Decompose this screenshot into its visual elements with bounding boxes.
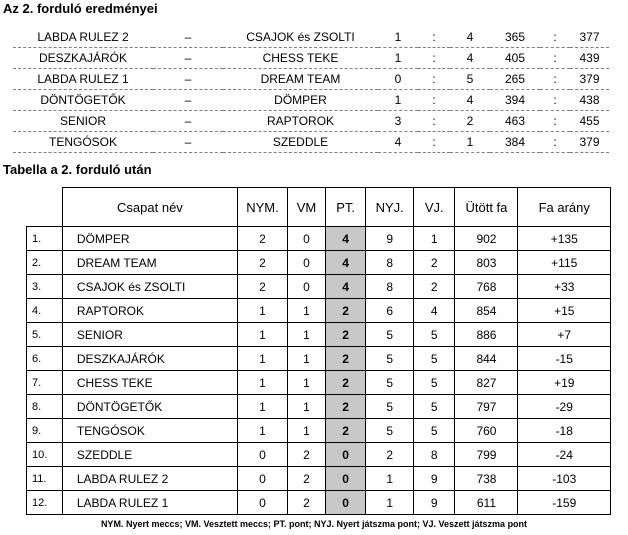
games-colon: : — [418, 48, 450, 69]
rank-cell: 2. — [27, 251, 63, 275]
vj-cell: 5 — [414, 347, 455, 371]
nym-cell: 2 — [237, 251, 287, 275]
team-name: DREAM TEAM — [62, 251, 237, 275]
team-name: SENIOR — [62, 323, 237, 347]
arany-cell: +15 — [518, 299, 611, 323]
rank-cell: 6. — [27, 347, 63, 371]
fa-cell: 803 — [455, 251, 518, 275]
nym-cell: 2 — [237, 275, 287, 299]
pt-cell: 4 — [326, 251, 366, 275]
home-team: SENIOR — [13, 111, 153, 132]
vm-cell: 1 — [287, 419, 325, 443]
vj-cell: 5 — [414, 419, 455, 443]
pins-colon: : — [540, 132, 570, 153]
home-games: 4 — [378, 132, 418, 153]
standings-row — [27, 467, 611, 491]
away-pins: 377 — [570, 27, 609, 48]
nyj-cell: 6 — [366, 299, 414, 323]
rank-cell: 7. — [27, 371, 63, 395]
team-name: CHESS TEKE — [62, 371, 237, 395]
team-name: RAPTOROK — [62, 299, 237, 323]
rank-cell: 5. — [27, 323, 63, 347]
vm-cell: 1 — [287, 299, 325, 323]
pt-cell: 2 — [326, 371, 366, 395]
nym-cell: 1 — [237, 323, 287, 347]
pins-colon: : — [540, 27, 570, 48]
vj-cell: 8 — [414, 443, 455, 467]
away-pins: 439 — [570, 48, 609, 69]
pt-cell: 0 — [326, 467, 366, 491]
standings-row — [27, 227, 611, 251]
home-pins: 365 — [490, 27, 540, 48]
standings-row — [27, 491, 611, 515]
result-row — [13, 27, 609, 48]
vm-cell: 1 — [287, 371, 325, 395]
nym-cell: 2 — [237, 227, 287, 251]
pt-cell: 0 — [326, 443, 366, 467]
results-heading: Az 2. forduló eredményei — [3, 1, 158, 16]
home-pins: 394 — [490, 90, 540, 111]
results-table — [13, 27, 609, 153]
vm-cell: 2 — [287, 467, 325, 491]
nyj-cell: 5 — [366, 347, 414, 371]
away-games: 1 — [450, 132, 490, 153]
vm-cell: 1 — [287, 347, 325, 371]
home-team: LABDA RULEZ 2 — [13, 27, 153, 48]
standings-row — [27, 299, 611, 323]
vm-cell: 1 — [287, 395, 325, 419]
nym-cell: 0 — [237, 491, 287, 515]
vj-cell: 4 — [414, 299, 455, 323]
rank-cell: 4. — [27, 299, 63, 323]
rank-cell: 12. — [27, 491, 63, 515]
pt-cell: 2 — [326, 395, 366, 419]
arany-cell: -24 — [518, 443, 611, 467]
away-pins: 455 — [570, 111, 609, 132]
vj-cell: 9 — [414, 491, 455, 515]
fa-cell: 738 — [455, 467, 518, 491]
home-games: 0 — [378, 69, 418, 90]
nyj-cell: 5 — [366, 419, 414, 443]
pins-colon: : — [540, 111, 570, 132]
team-name: CSAJOK és ZSOLTI — [62, 275, 237, 299]
vj-cell: 2 — [414, 275, 455, 299]
vm-cell: 0 — [287, 251, 325, 275]
arany-cell: +7 — [518, 323, 611, 347]
vm-cell: 2 — [287, 491, 325, 515]
home-pins: 463 — [490, 111, 540, 132]
standings-row — [27, 275, 611, 299]
team-name: DÖNTÖGETŐK — [62, 395, 237, 419]
away-team: CSAJOK és ZSOLTI — [223, 27, 378, 48]
nyj-cell: 8 — [366, 251, 414, 275]
home-games: 1 — [378, 48, 418, 69]
dash: – — [153, 48, 223, 69]
standings-table — [26, 187, 611, 515]
home-pins: 405 — [490, 48, 540, 69]
vj-cell: 5 — [414, 371, 455, 395]
home-pins: 384 — [490, 132, 540, 153]
dash: – — [153, 111, 223, 132]
games-colon: : — [418, 27, 450, 48]
arany-cell: -159 — [518, 491, 611, 515]
fa-cell: 797 — [455, 395, 518, 419]
nyj-cell: 9 — [366, 227, 414, 251]
dash: – — [153, 90, 223, 111]
nyj-cell: 5 — [366, 395, 414, 419]
rank-cell: 1. — [27, 227, 63, 251]
arany-cell: -15 — [518, 347, 611, 371]
pt-cell: 4 — [326, 227, 366, 251]
home-games: 3 — [378, 111, 418, 132]
away-pins: 379 — [570, 69, 609, 90]
away-team: SZEDDLE — [223, 132, 378, 153]
arany-cell: -18 — [518, 419, 611, 443]
col-arany-header: Fa arány — [518, 188, 611, 227]
standings-row — [27, 323, 611, 347]
away-games: 4 — [450, 90, 490, 111]
games-colon: : — [418, 111, 450, 132]
vj-cell: 2 — [414, 251, 455, 275]
col-vj-header: VJ. — [414, 188, 455, 227]
footnote: NYM. Nyert meccs; VM. Vesztett meccs; PT. pont; NYJ. Nyert játszma pont; VJ. Veszett játszma pont — [100, 519, 528, 529]
standings-row — [27, 395, 611, 419]
pt-cell: 2 — [326, 347, 366, 371]
away-team: DÖMPER — [223, 90, 378, 111]
fa-cell: 886 — [455, 323, 518, 347]
nyj-cell: 1 — [366, 467, 414, 491]
away-games: 4 — [450, 27, 490, 48]
fa-cell: 844 — [455, 347, 518, 371]
nyj-cell: 2 — [366, 443, 414, 467]
team-name: LABDA RULEZ 1 — [62, 491, 237, 515]
games-colon: : — [418, 90, 450, 111]
standings-row — [27, 443, 611, 467]
rank-cell: 9. — [27, 419, 63, 443]
result-row — [13, 111, 609, 132]
rank-cell: 10. — [27, 443, 63, 467]
away-pins: 438 — [570, 90, 609, 111]
fa-cell: 611 — [455, 491, 518, 515]
pt-cell: 4 — [326, 275, 366, 299]
rank-cell: 8. — [27, 395, 63, 419]
result-row — [13, 69, 609, 90]
away-games: 2 — [450, 111, 490, 132]
games-colon: : — [418, 132, 450, 153]
team-name: DÖMPER — [62, 227, 237, 251]
nym-cell: 0 — [237, 443, 287, 467]
col-pt-header: PT. — [326, 188, 366, 227]
pins-colon: : — [540, 48, 570, 69]
standings-row — [27, 347, 611, 371]
col-vm-header: VM — [287, 188, 325, 227]
games-colon: : — [418, 69, 450, 90]
nym-cell: 1 — [237, 299, 287, 323]
col-fa-header: Ütött fa — [455, 188, 518, 227]
result-row — [13, 48, 609, 69]
pins-colon: : — [540, 69, 570, 90]
pt-cell: 0 — [326, 491, 366, 515]
vm-cell: 0 — [287, 275, 325, 299]
pins-colon: : — [540, 90, 570, 111]
vm-cell: 1 — [287, 323, 325, 347]
away-team: CHESS TEKE — [223, 48, 378, 69]
home-team: DÖNTÖGETŐK — [13, 90, 153, 111]
arany-cell: +115 — [518, 251, 611, 275]
team-name: SZEDDLE — [62, 443, 237, 467]
away-games: 5 — [450, 69, 490, 90]
col-nym-header: NYM. — [237, 188, 287, 227]
standings-heading: Tabella a 2. forduló után — [3, 162, 152, 177]
rank-cell: 3. — [27, 275, 63, 299]
nyj-cell: 5 — [366, 371, 414, 395]
arany-cell: +33 — [518, 275, 611, 299]
col-team-header: Csapat név — [62, 188, 237, 227]
vm-cell: 2 — [287, 443, 325, 467]
home-team: TENGÓSOK — [13, 132, 153, 153]
home-team: LABDA RULEZ 1 — [13, 69, 153, 90]
nym-cell: 1 — [237, 419, 287, 443]
nym-cell: 1 — [237, 395, 287, 419]
fa-cell: 902 — [455, 227, 518, 251]
team-name: LABDA RULEZ 2 — [62, 467, 237, 491]
arany-cell: -103 — [518, 467, 611, 491]
nym-cell: 1 — [237, 347, 287, 371]
col-nyj-header: NYJ. — [366, 188, 414, 227]
pt-cell: 2 — [326, 419, 366, 443]
dash: – — [153, 69, 223, 90]
vm-cell: 0 — [287, 227, 325, 251]
away-games: 4 — [450, 48, 490, 69]
home-team: DESZKAJÁRÓK — [13, 48, 153, 69]
fa-cell: 799 — [455, 443, 518, 467]
away-team: RAPTOROK — [223, 111, 378, 132]
nym-cell: 0 — [237, 467, 287, 491]
home-games: 1 — [378, 27, 418, 48]
rank-header — [27, 188, 63, 227]
standings-row — [27, 371, 611, 395]
vj-cell: 1 — [414, 227, 455, 251]
fa-cell: 760 — [455, 419, 518, 443]
standings-row — [27, 251, 611, 275]
arany-cell: -29 — [518, 395, 611, 419]
away-team: DREAM TEAM — [223, 69, 378, 90]
arany-cell: +135 — [518, 227, 611, 251]
home-pins: 265 — [490, 69, 540, 90]
vj-cell: 9 — [414, 467, 455, 491]
fa-cell: 827 — [455, 371, 518, 395]
standings-row — [27, 419, 611, 443]
away-pins: 379 — [570, 132, 609, 153]
nym-cell: 1 — [237, 371, 287, 395]
pt-cell: 2 — [326, 323, 366, 347]
nyj-cell: 5 — [366, 323, 414, 347]
standings-header-row — [27, 188, 611, 227]
team-name: DESZKAJÁRÓK — [62, 347, 237, 371]
dash: – — [153, 27, 223, 48]
dash: – — [153, 132, 223, 153]
vj-cell: 5 — [414, 323, 455, 347]
rank-cell: 11. — [27, 467, 63, 491]
fa-cell: 854 — [455, 299, 518, 323]
result-row — [13, 90, 609, 111]
pt-cell: 2 — [326, 299, 366, 323]
team-name: TENGÓSOK — [62, 419, 237, 443]
nyj-cell: 8 — [366, 275, 414, 299]
arany-cell: +19 — [518, 371, 611, 395]
vj-cell: 5 — [414, 395, 455, 419]
fa-cell: 768 — [455, 275, 518, 299]
home-games: 1 — [378, 90, 418, 111]
result-row — [13, 132, 609, 153]
nyj-cell: 1 — [366, 491, 414, 515]
